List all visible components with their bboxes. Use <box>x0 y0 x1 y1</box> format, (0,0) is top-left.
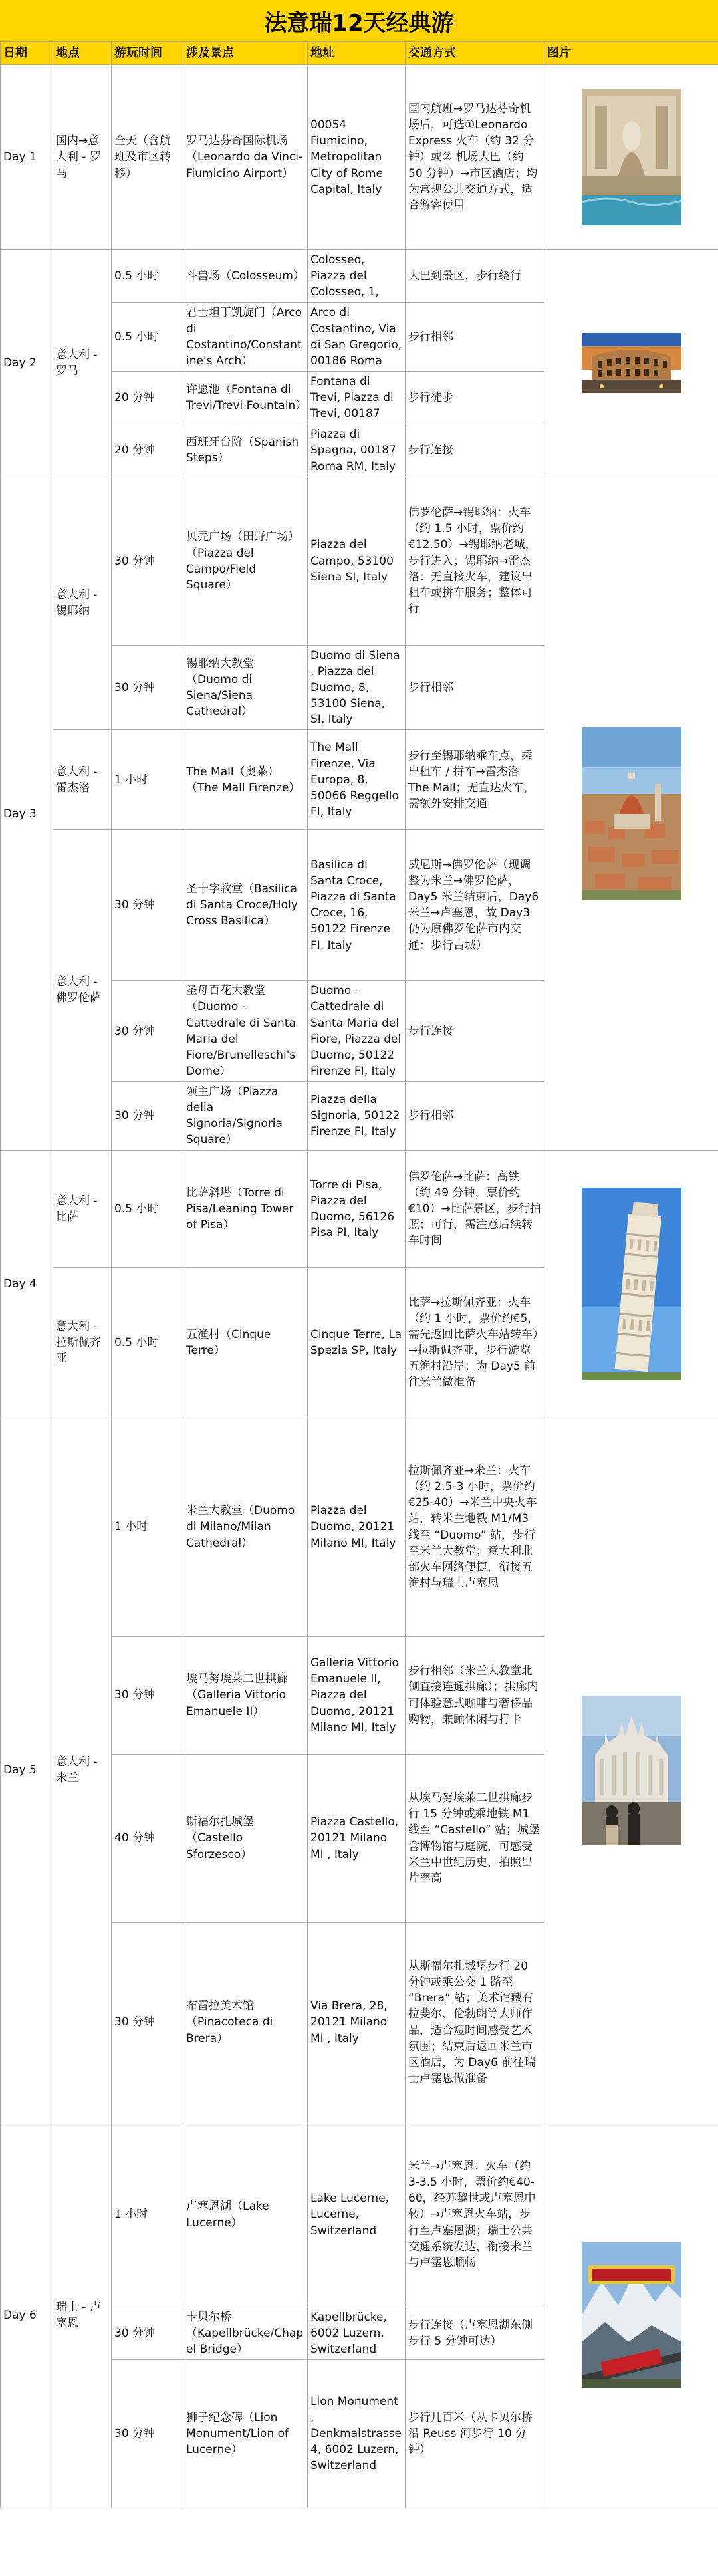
address-cell: Piazza di Spagna, 00187 Roma RM, Italy <box>308 424 406 477</box>
sight-cell: 比萨斜塔（Torre di Pisa/Leaning Tower of Pisa） <box>183 1150 308 1267</box>
duration-cell: 20 分钟 <box>112 424 183 477</box>
swiss-train-photo <box>582 2242 681 2388</box>
address-cell: Galleria Vittorio Emanuele II, Piazza del Duomo, 20121 Milano MI, Italy <box>308 1636 406 1754</box>
image-cell <box>544 250 718 477</box>
duration-cell: 全天（含航班及市区转移） <box>112 65 183 250</box>
image-cell <box>544 1418 718 2123</box>
transport-cell: 大巴到景区，步行绕行 <box>406 250 544 303</box>
transport-cell: 步行连接 <box>406 424 544 477</box>
day-label: Day 3 <box>1 477 53 1150</box>
duration-cell: 30 分钟 <box>112 645 183 730</box>
sight-cell: 布雷拉美术馆（Pinacoteca di Brera） <box>183 1922 308 2123</box>
transport-cell: 步行连接（卢塞恩湖东侧步行 5 分钟可达） <box>406 2307 544 2359</box>
address-cell: Duomo - Cattedrale di Santa Maria del Fiore, Piazza del Duomo, 50122 Firenze FI, Italy <box>308 981 406 1082</box>
duration-cell: 1 小时 <box>112 2123 183 2307</box>
leaning-tower-photo <box>582 1188 681 1380</box>
location-cell: 瑞士 - 卢塞恩 <box>53 2123 112 2508</box>
itinerary-table <box>0 41 718 2508</box>
address-cell: Arco di Costantino, Via di San Gregorio, 00186 Roma <box>308 303 406 372</box>
duration-cell: 30 分钟 <box>112 1922 183 2123</box>
location-cell: 意大利 - 锡耶纳 <box>53 477 112 730</box>
transport-cell: 国内航班→罗马达芬奇机场后，可选①Leonardo Express 火车（约 32 分钟）或② 机场大巴（约 50 分钟）→市区酒店；均为常规公共交通方式，适合游客使用 <box>406 65 544 250</box>
transport-cell: 步行几百米（从卡贝尔桥沿 Reuss 河步行 10 分钟） <box>406 2359 544 2508</box>
sight-cell: 圣十字教堂（Basilica di Santa Croce/Holy Cross Basilica） <box>183 830 308 981</box>
address-cell: Torre di Pisa, Piazza del Duomo, 56126 Pisa PI, Italy <box>308 1150 406 1267</box>
sight-cell: 斯福尔扎城堡（Castello Sforzesco） <box>183 1754 308 1922</box>
day-label: Day 6 <box>1 2123 53 2508</box>
location-cell: 意大利 - 拉斯佩齐亚 <box>53 1267 112 1418</box>
location-cell: 意大利 - 雷杰洛 <box>53 730 112 830</box>
florence-cathedral-photo <box>582 727 681 900</box>
header-image: 图片 <box>544 42 718 65</box>
transport-cell: 步行相邻 <box>406 1082 544 1151</box>
trevi-fountain-photo <box>582 89 681 225</box>
transport-cell: 佛罗伦萨→锡耶纳：火车（约 1.5 小时，票价约€12.50）→锡耶纳老城，步行进入；锡耶纳→雷杰洛：无直接火车，建议出租车或拼车服务；整体可行 <box>406 477 544 645</box>
sight-cell: 君士坦丁凯旋门（Arco di Costantino/Constantine's Arch） <box>183 303 308 372</box>
duration-cell: 30 分钟 <box>112 2307 183 2359</box>
sight-cell: 罗马达芬奇国际机场（Leonardo da Vinci-Fiumicino Airport） <box>183 65 308 250</box>
address-cell: Lake Lucerne, Lucerne, Switzerland <box>308 2123 406 2307</box>
duration-cell: 30 分钟 <box>112 830 183 981</box>
sight-cell: 锡耶纳大教堂（Duomo di Siena/Siena Cathedral） <box>183 645 308 730</box>
header-sight: 涉及景点 <box>183 42 308 65</box>
location-cell: 意大利 - 米兰 <box>53 1418 112 2123</box>
sight-cell: 五渔村（Cinque Terre） <box>183 1267 308 1418</box>
transport-cell: 从埃马努埃莱二世拱廊步行 15 分钟或乘地铁 M1 线至 “Castello” 站；城堡含博物馆与庭院，可感受米兰中世纪历史，拍照出片率高 <box>406 1754 544 1922</box>
transport-cell: 威尼斯→佛罗伦萨（现调整为米兰→佛罗伦萨，Day5 米兰结束后，Day6 米兰→卢塞恩，故 Day3 仍为原佛罗伦萨市内交通：步行古城） <box>406 830 544 981</box>
table-row <box>1 2123 718 2307</box>
location-cell: 意大利 - 比萨 <box>53 1150 112 1267</box>
address-cell: The Mall Firenze, Via Europa, 8, 50066 Reggello FI, Italy <box>308 730 406 830</box>
table-row <box>1 250 718 303</box>
address-cell: Basilica di Santa Croce, Piazza di Santa Croce, 16, 50122 Firenze FI, Italy <box>308 830 406 981</box>
transport-cell: 从斯福尔扎城堡步行 20 分钟或乘公交 1 路至 “Brera” 站；美术馆藏有拉斐尔、伦勃朗等大师作品，适合短时间感受艺术氛围；结束后返回米兰市区酒店，为 Day6 前往瑞士卢塞恩做准备 <box>406 1922 544 2123</box>
sight-cell: 狮子纪念碑（Lion Monument/Lion of Lucerne） <box>183 2359 308 2508</box>
location-cell: 意大利 - 佛罗伦萨 <box>53 830 112 1150</box>
image-cell <box>544 2123 718 2508</box>
address-cell: Duomo di Siena , Piazza del Duomo, 8, 53100 Siena, SI, Italy <box>308 645 406 730</box>
address-cell: Via Brera, 28, 20121 Milano MI , Italy <box>308 1922 406 2123</box>
duration-cell: 30 分钟 <box>112 2359 183 2508</box>
transport-cell: 步行相邻 <box>406 303 544 372</box>
header-date: 日期 <box>1 42 53 65</box>
day-label: Day 2 <box>1 250 53 477</box>
table-row <box>1 477 718 645</box>
location-cell: 国内→意大利 - 罗马 <box>53 65 112 250</box>
sight-cell: 圣母百花大教堂（Duomo - Cattedrale di Santa Maria del Fiore/Brunelleschi's Dome） <box>183 981 308 1082</box>
colosseum-photo <box>582 333 681 393</box>
header-duration: 游玩时间 <box>112 42 183 65</box>
milan-cathedral-photo <box>582 1696 681 1845</box>
duration-cell: 0.5 小时 <box>112 1150 183 1267</box>
transport-cell: 步行连接 <box>406 981 544 1082</box>
address-cell: Lion Monument , Denkmalstrasse 4, 6002 Luzern, Switzerland <box>308 2359 406 2508</box>
day-label: Day 5 <box>1 1418 53 2123</box>
sight-cell: 西班牙台阶（Spanish Steps） <box>183 424 308 477</box>
sight-cell: 领主广场（Piazza della Signoria/Signoria Square） <box>183 1082 308 1151</box>
sight-cell: The Mall（奥莱）（The Mall Firenze） <box>183 730 308 830</box>
address-cell: Cinque Terre, La Spezia SP, Italy <box>308 1267 406 1418</box>
transport-cell: 米兰→卢塞恩：火车（约 3-3.5 小时，票价约€40-60，经苏黎世或卢塞恩中转）→卢塞恩火车站，步行至卢塞恩湖；瑞士公共交通系统发达，衔接米兰与卢塞恩顺畅 <box>406 2123 544 2307</box>
duration-cell: 0.5 小时 <box>112 303 183 372</box>
image-cell <box>544 477 718 1150</box>
header-address: 地址 <box>308 42 406 65</box>
sight-cell: 卢塞恩湖（Lake Lucerne） <box>183 2123 308 2307</box>
duration-cell: 40 分钟 <box>112 1754 183 1922</box>
address-cell: Fontana di Trevi, Piazza di Trevi, 00187 <box>308 371 406 424</box>
header-row <box>1 42 718 65</box>
table-row <box>1 65 718 250</box>
address-cell: Piazza della Signoria, 50122 Firenze FI, Italy <box>308 1082 406 1151</box>
address-cell: Colosseo, Piazza del Colosseo, 1, <box>308 250 406 303</box>
duration-cell: 0.5 小时 <box>112 250 183 303</box>
duration-cell: 30 分钟 <box>112 981 183 1082</box>
sight-cell: 贝壳广场（田野广场）（Piazza del Campo/Field Square） <box>183 477 308 645</box>
address-cell: 00054 Fiumicino, Metropolitan City of Rome Capital, Italy <box>308 65 406 250</box>
duration-cell: 1 小时 <box>112 730 183 830</box>
duration-cell: 20 分钟 <box>112 371 183 424</box>
page-title: 法意瑞12天经典游 <box>0 0 718 42</box>
address-cell: Kapellbrücke, 6002 Luzern, Switzerland <box>308 2307 406 2359</box>
duration-cell: 30 分钟 <box>112 1636 183 1754</box>
location-cell: 意大利 - 罗马 <box>53 250 112 477</box>
header-location: 地点 <box>53 42 112 65</box>
sight-cell: 埃马努埃莱二世拱廊（Galleria Vittorio Emanuele II） <box>183 1636 308 1754</box>
image-cell <box>544 65 718 250</box>
day-label: Day 1 <box>1 65 53 250</box>
sight-cell: 斗兽场（Colosseum） <box>183 250 308 303</box>
address-cell: Piazza del Campo, 53100 Siena SI, Italy <box>308 477 406 645</box>
sight-cell: 卡贝尔桥（Kapellbrücke/Chapel Bridge） <box>183 2307 308 2359</box>
table-row <box>1 1418 718 1636</box>
transport-cell: 步行徒步 <box>406 371 544 424</box>
sight-cell: 米兰大教堂（Duomo di Milano/Milan Cathedral） <box>183 1418 308 1636</box>
duration-cell: 0.5 小时 <box>112 1267 183 1418</box>
transport-cell: 步行至锡耶纳乘车点，乘出租车 / 拼车→雷杰洛 The Mall；无直达火车，需额外安排交通 <box>406 730 544 830</box>
sight-cell: 许愿池（Fontana di Trevi/Trevi Fountain） <box>183 371 308 424</box>
duration-cell: 30 分钟 <box>112 477 183 645</box>
table-row <box>1 1150 718 1267</box>
transport-cell: 步行相邻 <box>406 645 544 730</box>
image-cell <box>544 1150 718 1418</box>
duration-cell: 1 小时 <box>112 1418 183 1636</box>
transport-cell: 步行相邻（米兰大教堂北侧直接连通拱廊）；拱廊内可体验意式咖啡与奢侈品购物，兼顾休闲与打卡 <box>406 1636 544 1754</box>
header-transport: 交通方式 <box>406 42 544 65</box>
duration-cell: 30 分钟 <box>112 1082 183 1151</box>
address-cell: Piazza Castello, 20121 Milano MI , Italy <box>308 1754 406 1922</box>
transport-cell: 佛罗伦萨→比萨：高铁（约 49 分钟，票价约€10）→比萨景区，步行拍照；可行，需注意后续转车时间 <box>406 1150 544 1267</box>
address-cell: Piazza del Duomo, 20121 Milano MI, Italy <box>308 1418 406 1636</box>
transport-cell: 比萨→拉斯佩齐亚：火车（约 1 小时，票价约€5，需先返回比萨火车站转车）→拉斯佩齐亚，步行游览五渔村沿岸；为 Day5 前往米兰做准备 <box>406 1267 544 1418</box>
day-label: Day 4 <box>1 1150 53 1418</box>
transport-cell: 拉斯佩齐亚→米兰：火车（约 2.5-3 小时，票价约€25-40）→米兰中央火车站，转米兰地铁 M1/M3 线至 “Duomo” 站，步行至米兰大教堂；意大利北部火车网络便捷，衔接五渔村与瑞士卢塞恩 <box>406 1418 544 1636</box>
